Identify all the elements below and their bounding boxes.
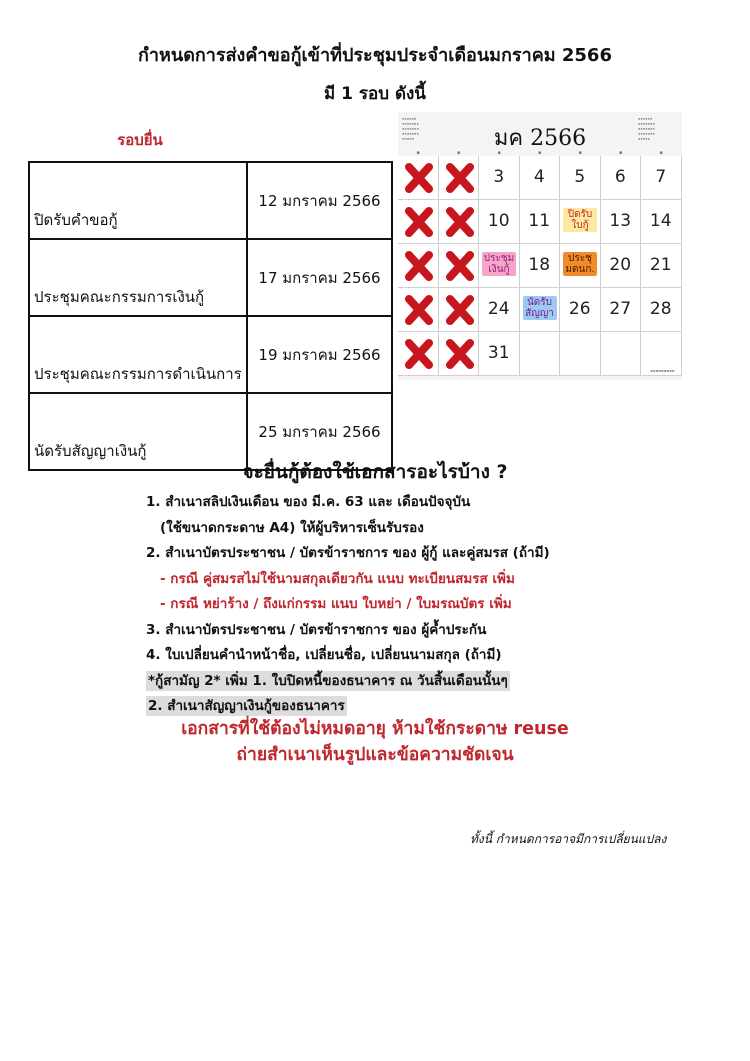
- weekday-label: ▪: [619, 150, 623, 156]
- date-cell: 12 มกราคม 2566: [247, 162, 392, 239]
- day-cell: [479, 200, 520, 244]
- weekday-label: ▪: [578, 150, 582, 156]
- empty-cell: [520, 332, 561, 376]
- day-number: 26: [568, 299, 591, 319]
- day-number: 3: [493, 167, 505, 187]
- documents-heading: จะยื่นกู้ต้องใช้เอกสารอะไรบ้าง ?: [242, 461, 508, 483]
- x-mark-icon: [445, 206, 475, 238]
- date-cell: 19 มกราคม 2566: [247, 316, 392, 393]
- event-cell: นัดรับสัญญาเงินกู้: [29, 393, 247, 470]
- day-cell: [479, 332, 520, 376]
- event-cell: ประชุมคณะกรรมการเงินกู้: [29, 239, 247, 316]
- day-number: 24: [487, 299, 510, 319]
- weekend-cell: [439, 332, 480, 376]
- weekend-cell: [439, 200, 480, 244]
- x-mark-icon: [445, 338, 475, 370]
- weekend-cell: [439, 156, 480, 200]
- date-cell: 25 มกราคม 2566: [247, 393, 392, 470]
- list-item: 1. สำเนาสลิปเงินเดือน ของ มี.ค. 63 และ เดือนปัจจุบัน: [146, 494, 471, 510]
- x-mark-icon: [445, 162, 475, 194]
- weekend-cell: [398, 244, 439, 288]
- weekend-cell: [398, 332, 439, 376]
- page-subtitle: มี 1 รอบ ดังนี้: [324, 84, 426, 104]
- list-item: - กรณี หย่าร้าง / ถึงแก่กรรม แนบ ใบหย่า / ใบมรณบัตร เพิ่ม: [160, 596, 512, 612]
- weekday-label: ▪: [538, 150, 542, 156]
- list-item: 3. สำเนาบัตรประชาชน / บัตรข้าราชการ ของ ผู้ค้ำประกัน: [146, 621, 487, 638]
- weekend-cell: [439, 244, 480, 288]
- day-cell: [520, 156, 561, 200]
- calendar-credit: ▪▪▪▪▪▪▪▪▪: [650, 368, 675, 373]
- day-cell: [641, 156, 682, 200]
- day-number: 28: [649, 299, 672, 319]
- day-cell: [560, 288, 601, 332]
- calendar-title: มค 2566: [493, 126, 587, 151]
- empty-cell: [601, 332, 642, 376]
- x-mark-icon: [404, 250, 434, 282]
- round-label: รอบยื่น: [117, 131, 163, 149]
- day-number: 20: [609, 255, 632, 275]
- mini-calendar-next: ▪▪▪▪▪▪ ▪▪▪▪▪▪▪ ▪▪▪▪▪▪▪ ▪▪▪▪▪▪▪ ▪▪▪▪▪: [638, 116, 655, 141]
- day-number: 21: [649, 255, 672, 275]
- event-cell: ปิดรับคำขอกู้: [29, 162, 247, 239]
- day-cell: [641, 200, 682, 244]
- x-mark-icon: [445, 250, 475, 282]
- x-mark-icon: [404, 162, 434, 194]
- day-cell: [520, 244, 561, 288]
- day-number: 31: [487, 343, 510, 363]
- table-row: [29, 162, 392, 239]
- calendar-grid: [398, 156, 682, 378]
- table-row: [29, 239, 392, 316]
- day-cell: [479, 156, 520, 200]
- warning-line-2: ถ่ายสำเนาเห็นรูปและข้อความชัดเจน: [236, 745, 514, 765]
- schedule-table: [28, 161, 393, 471]
- empty-cell: [560, 332, 601, 376]
- day-cell: [560, 244, 601, 288]
- weekday-label: ▪: [416, 150, 420, 156]
- weekday-label: ▪: [457, 150, 461, 156]
- day-number: 7: [655, 167, 667, 187]
- day-cell: [560, 200, 601, 244]
- day-number: 13: [609, 211, 632, 231]
- list-item: (ใช้ขนาดกระดาษ A4) ให้ผู้บริหารเซ็นรับรอง: [160, 519, 424, 536]
- day-cell: [520, 288, 561, 332]
- weekend-cell: [439, 288, 480, 332]
- list-item: *กู้สามัญ 2* เพิ่ม 1. ใบปิดหนี้ของธนาคาร ณ วันสิ้นเดือนนั้นๆ: [148, 672, 508, 689]
- weekday-label: ▪: [659, 150, 663, 156]
- day-cell: [601, 156, 642, 200]
- x-mark-icon: [404, 294, 434, 326]
- empty-cell: [641, 332, 682, 376]
- weekend-cell: [398, 156, 439, 200]
- x-mark-icon: [404, 338, 434, 370]
- day-cell: [641, 288, 682, 332]
- day-cell: [641, 244, 682, 288]
- note-close-application: ปิดรับใบกู้: [563, 208, 597, 232]
- day-number: 27: [609, 299, 632, 319]
- weekday-label: ▪: [497, 150, 501, 156]
- day-cell: [479, 244, 520, 288]
- weekend-cell: [398, 200, 439, 244]
- table-row: [29, 316, 392, 393]
- weekend-cell: [398, 288, 439, 332]
- day-cell: [601, 288, 642, 332]
- note-contract-pickup: นัดรับสัญญา: [523, 296, 557, 320]
- date-cell: 17 มกราคม 2566: [247, 239, 392, 316]
- footer-note: ทั้งนี้ กำหนดการอาจมีการเปลี่ยนแปลง: [470, 832, 667, 846]
- day-number: 5: [574, 167, 586, 187]
- day-number: 14: [649, 211, 672, 231]
- list-item: 2. สำเนาบัตรประชาชน / บัตรข้าราชการ ของ ผู้กู้ และคู่สมรส (ถ้ามี): [146, 545, 550, 561]
- day-number: 11: [528, 211, 551, 231]
- day-number: 18: [528, 255, 551, 275]
- list-item: - กรณี คู่สมรสไม่ใช้นามสกุลเดียวกัน แนบ ทะเบียนสมรส เพิ่ม: [160, 570, 515, 587]
- note-loan-meeting: ประชุมเงินกู้: [483, 253, 515, 275]
- day-cell: [560, 156, 601, 200]
- day-cell: [479, 288, 520, 332]
- day-cell: [601, 244, 642, 288]
- list-item: 4. ใบเปลี่ยนคำนำหน้าชื่อ, เปลี่ยนชื่อ, เปลี่ยนนามสกุล (ถ้ามี): [146, 647, 502, 663]
- day-number: 4: [533, 167, 545, 187]
- x-mark-icon: [404, 206, 434, 238]
- page-title: กำหนดการส่งคำขอกู้เข้าที่ประชุมประจำเดือนมกราคม 2566: [138, 45, 612, 66]
- note-board-meeting: ประชุมดนก.: [563, 252, 597, 276]
- day-number: 10: [487, 211, 510, 231]
- event-cell: ประชุมคณะกรรมการดำเนินการ: [29, 316, 247, 393]
- list-item: 2. สำเนาสัญญาเงินกู้ของธนาคาร: [148, 698, 345, 714]
- day-number: 6: [614, 167, 626, 187]
- documents-list: [146, 490, 716, 720]
- calendar: [398, 112, 682, 380]
- day-cell: [520, 200, 561, 244]
- mini-calendar-prev: ▪▪▪▪▪▪ ▪▪▪▪▪▪▪ ▪▪▪▪▪▪▪ ▪▪▪▪▪▪▪ ▪▪▪▪▪: [402, 116, 419, 141]
- day-cell: [601, 200, 642, 244]
- x-mark-icon: [445, 294, 475, 326]
- warning-line-1: เอกสารที่ใช้ต้องไม่หมดอายุ ห้ามใช้กระดาษ reuse: [181, 719, 569, 739]
